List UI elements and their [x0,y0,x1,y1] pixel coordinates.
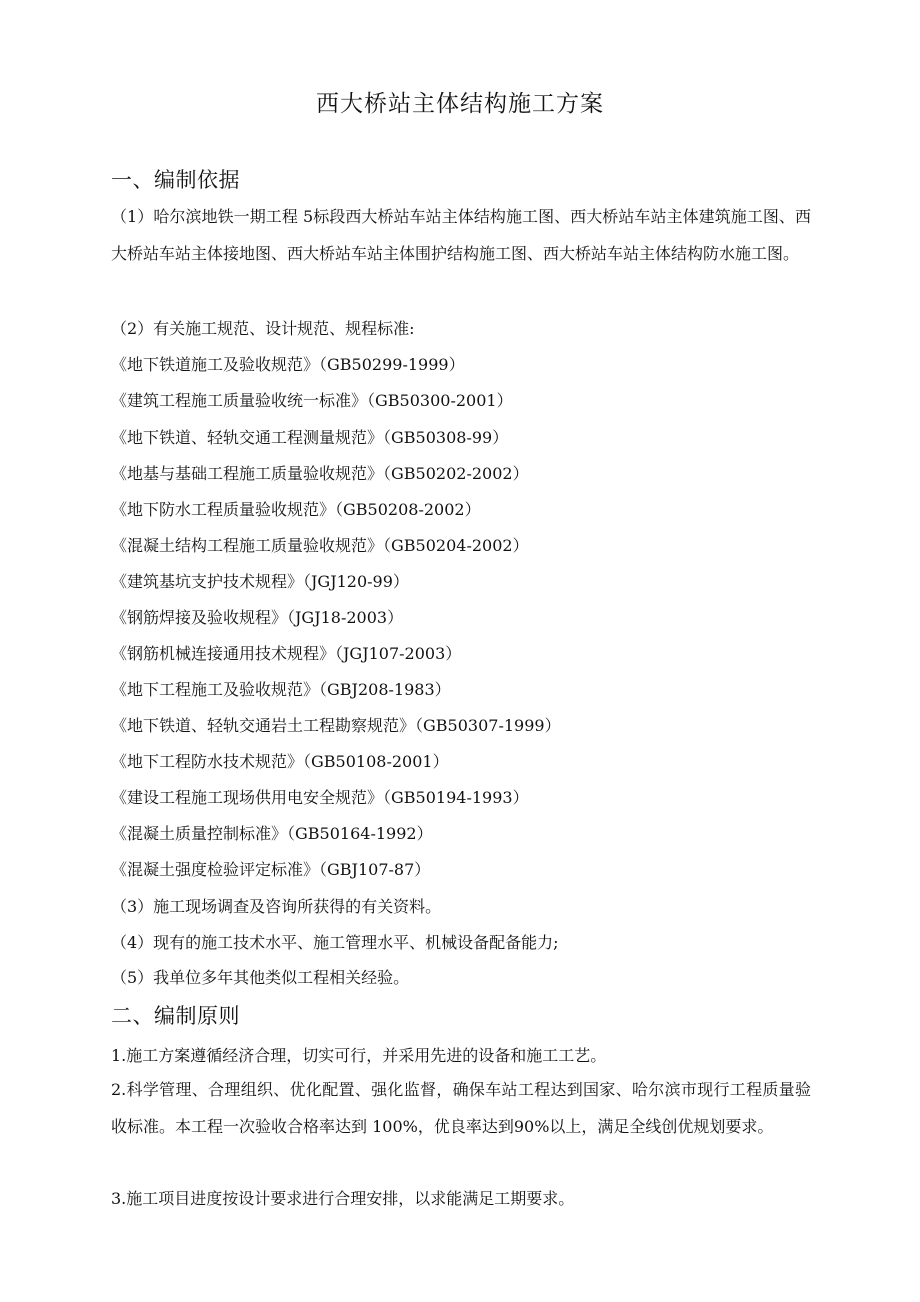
basis-item-1: （1）哈尔滨地铁一期工程 5标段西大桥站车站主体结构施工图、西大桥站车站主体建筑施工图、西大桥站车站主体接地图、西大桥站车站主体围护结构施工图、西大桥站车站主体结构防水施工图。 [111,207,811,263]
basis-item-4: （4）现有的施工技术水平、施工管理水平、机械设备配备能力; [111,933,559,952]
principle-1: 1.施工方案遵循经济合理，切实可行，并采用先进的设备和施工工艺。 [111,1046,607,1065]
standard-item: 《钢筋焊接及验收规程》（JGJ18-2003） [111,608,404,627]
standard-item: 《钢筋机械连接通用技术规程》（JGJ107-2003） [111,644,462,663]
standard-item: 《地下工程施工及验收规范》（GBJ208-1983） [111,680,451,699]
basis-item-2: （2）有关施工规范、设计规范、规程标准: [111,319,415,338]
standard-item: 《混凝土结构工程施工质量验收规范》（GB50204-2002） [111,536,529,555]
principle-2: 2.科学管理、合理组织、优化配置、强化监督，确保车站工程达到国家、哈尔滨市现行工程质量验收标准。本工程一次验收合格率达到 100%，优良率达到90%以上，满足全线创优规划要求。 [111,1080,811,1136]
standard-item: 《混凝土强度检验评定标准》（GBJ107-87） [111,860,431,879]
standard-item: 《建设工程施工现场供用电安全规范》（GB50194-1993） [111,788,529,807]
standard-item: 《地下工程防水技术规范》（GB50108-2001） [111,752,449,771]
basis-item-3: （3）施工现场调查及咨询所获得的有关资料。 [111,897,442,916]
standard-item: 《地下铁道、轻轨交通工程测量规范》（GB50308-99） [111,428,509,447]
document-title: 西大桥站主体结构施工方案 [316,91,604,117]
section-heading-principles: 二、编制原则 [111,1004,240,1028]
standard-item: 《建筑工程施工质量验收统一标准》（GB50300-2001） [111,391,513,410]
principle-3: 3.施工项目进度按设计要求进行合理安排，以求能满足工期要求。 [111,1189,575,1208]
standard-item: 《地下防水工程质量验收规范》（GB50208-2002） [111,500,481,519]
standard-item: 《地基与基础工程施工质量验收规范》（GB50202-2002） [111,464,529,483]
standard-item: 《地下铁道、轻轨交通岩土工程勘察规范》（GB50307-1999） [111,716,561,735]
section-heading-basis: 一、编制依据 [111,168,240,192]
standard-item: 《混凝土质量控制标准》（GB50164-1992） [111,824,433,843]
standard-item: 《建筑基坑支护技术规程》（JGJ120-99） [111,572,409,591]
basis-item-5: （5）我单位多年其他类似工程相关经验。 [111,968,410,987]
standard-item: 《地下铁道施工及验收规范》（GB50299-1999） [111,355,465,374]
